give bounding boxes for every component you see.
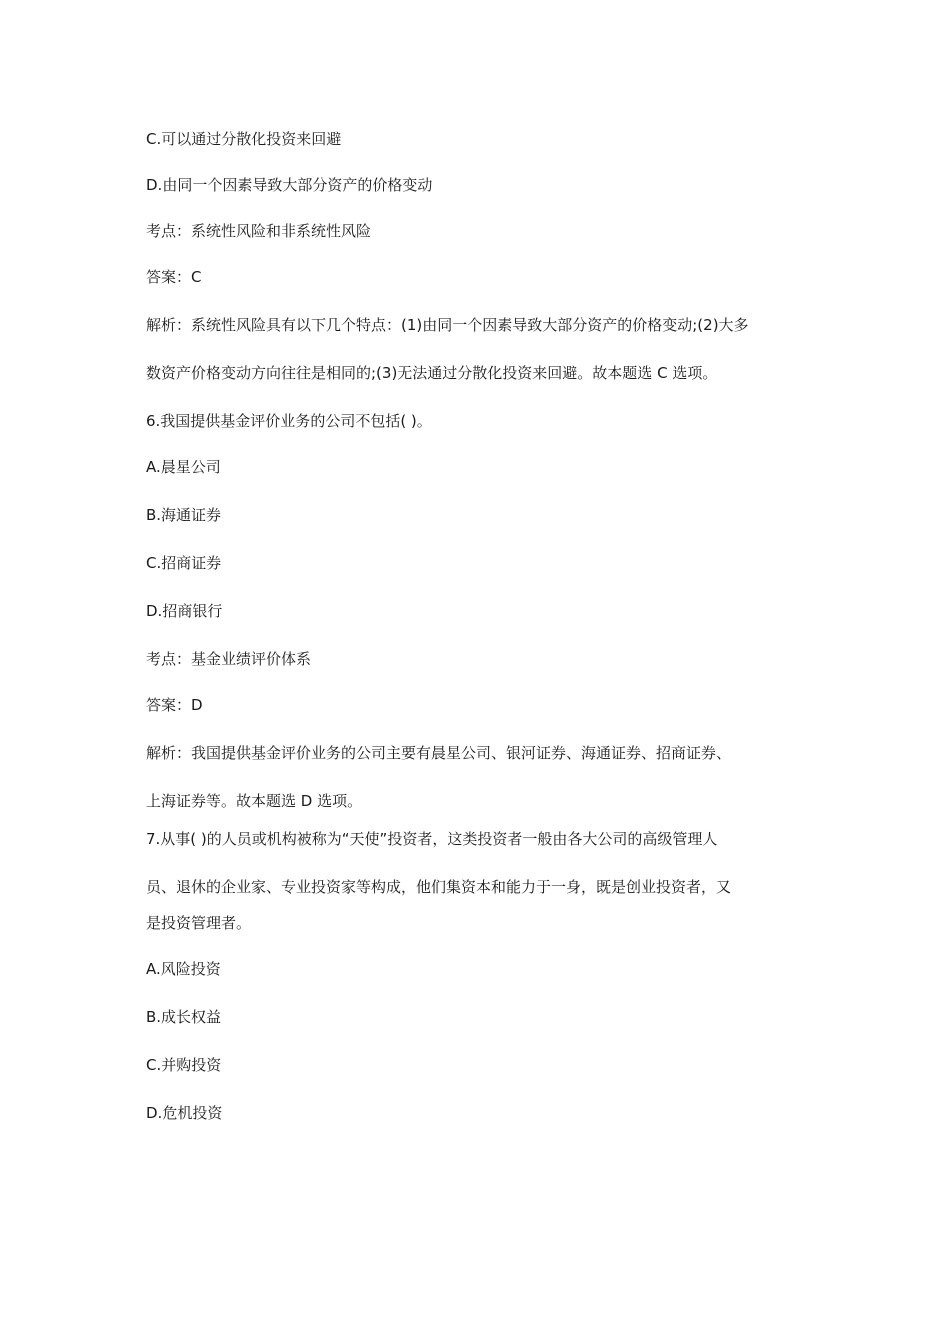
topic-q6: 考点：基金业绩评价体系 (146, 650, 312, 668)
analysis-q5-line2: 数资产价格变动方向往往是相同的;(3)无法通过分散化投资来回避。故本题选 C 选项。 (146, 364, 718, 382)
option-d-q5: D.由同一个因素导致大部分资产的价格变动 (146, 176, 433, 194)
option-d-q7: D.危机投资 (146, 1104, 223, 1122)
option-b-q7: B.成长权益 (146, 1008, 222, 1026)
question-7-line2: 员、退休的企业家、专业投资家等构成，他们集资本和能力于一身，既是创业投资者，又 (146, 878, 732, 896)
option-d-q6: D.招商银行 (146, 602, 223, 620)
question-7-line3: 是投资管理者。 (146, 914, 252, 932)
topic-q5: 考点：系统性风险和非系统性风险 (146, 222, 372, 240)
answer-q5: 答案：C (146, 268, 202, 286)
analysis-q6-line2: 上海证券等。故本题选 D 选项。 (146, 792, 363, 810)
option-b-q6: B.海通证券 (146, 506, 222, 524)
answer-q6: 答案：D (146, 696, 203, 714)
analysis-q5-line1: 解析：系统性风险具有以下几个特点：(1)由同一个因素导致大部分资产的价格变动;(2)大多 (146, 316, 749, 334)
option-c-q5: C.可以通过分散化投资来回避 (146, 130, 342, 148)
question-7-line1: 7.从事( )的人员或机构被称为“天使”投资者，这类投资者一般由各大公司的高级管理人 (146, 830, 718, 848)
option-c-q6: C.招商证券 (146, 554, 222, 572)
option-a-q7: A.风险投资 (146, 960, 221, 978)
option-c-q7: C.并购投资 (146, 1056, 222, 1074)
option-a-q6: A.晨星公司 (146, 458, 221, 476)
document-body (146, 128, 806, 1124)
analysis-q6-line1: 解析：我国提供基金评价业务的公司主要有晨星公司、银河证券、海通证券、招商证券、 (146, 744, 732, 762)
question-6: 6.我国提供基金评价业务的公司不包括( )。 (146, 412, 432, 430)
